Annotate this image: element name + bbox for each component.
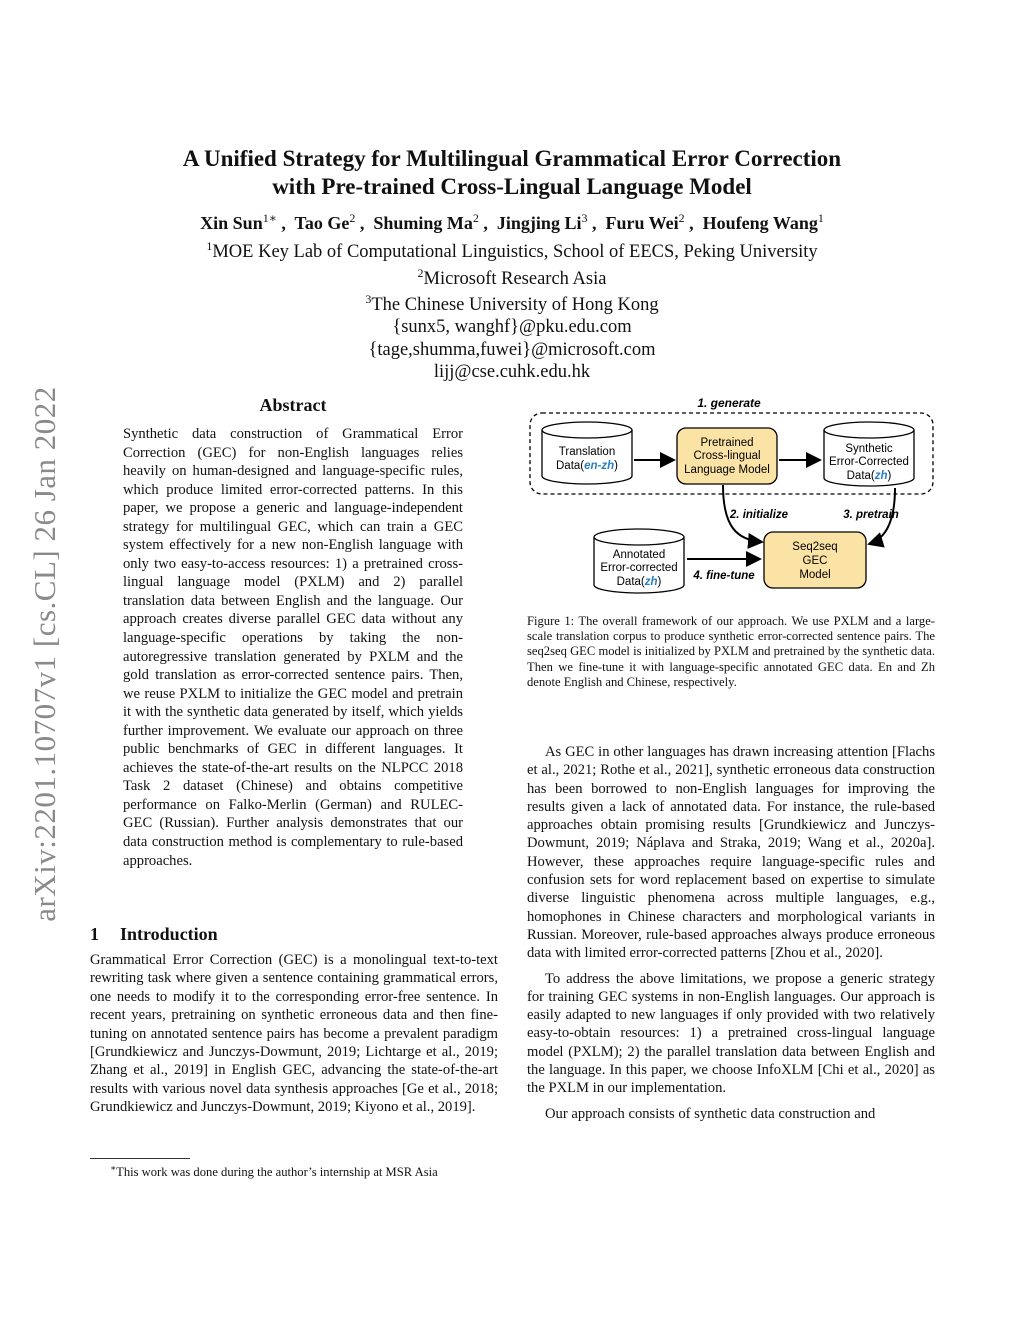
title-line-2: with Pre-trained Cross-Lingual Language Model <box>272 174 752 199</box>
abstract-heading: Abstract <box>259 395 327 415</box>
svg-text:Data(en-zh) <box>556 460 618 472</box>
paper-title <box>100 145 924 201</box>
affiliation: $^2$Microsoft Research Asia <box>417 265 607 289</box>
introduction-body <box>90 951 498 1117</box>
body-paragraph: As GEC in other languages has drawn increasing attention [Flachs et al., 2021; Rothe et al., 2021], synthetic erroneous data construction has been borrowed to non-English languages for improving the results given a lack of annotated data. For instance, the rule-based approaches obtain promising results [Grundkiewicz and Junczys-Dowmunt, 2019; Náplava and Straka, 2019; Wang et al., 2020a]. However, these approaches require language-specific rules and confusion sets for word replacement based on expertise to simulate diverse linguistic phenomena across multiple languages, e.g., homophones in Chinese characters and morphological variants in Russian. Moreover, rule-based approaches always produce erroneous data with limited error-corrected patterns [Zhou et al., 2020]. <box>527 744 935 962</box>
affiliation: $^3$The Chinese University of Hong Kong <box>365 292 659 316</box>
email-line: lijj@cse.cuhk.edu.hk <box>433 361 591 382</box>
annotated-lang: zh <box>644 576 658 588</box>
pxlm-label-1: Pretrained <box>700 437 754 449</box>
synthetic-data-cylinder <box>824 422 914 486</box>
figure-1-caption: Figure 1: The overall framework of our approach. We use PXLM and a large-scale translation corpus to produce synthetic error-corrected sentence pairs. The seq2seq GEC model is initialized by PXLM and pretrained by the synthetic data. Then we fine-tune it with language-specific annotated GEC data. En and Zh denote English and Chinese, respectively. <box>527 614 935 689</box>
section-title: Introduction <box>120 924 218 944</box>
title-line-1: A Unified Strategy for Multilingual Grammatical Error Correction <box>182 146 842 171</box>
translation-label-2: Data( <box>556 460 585 472</box>
footnote-rule <box>90 1158 190 1159</box>
seq-label-1: Seq2seq <box>792 541 838 553</box>
generate-label: 1. generate <box>697 396 761 410</box>
abstract-body <box>123 425 463 870</box>
seq2seq-gec-box <box>764 532 866 588</box>
right-column-body <box>527 743 935 1130</box>
abstract-text: Synthetic data construction of Grammatical Error Correction (GEC) for non-English languages relies heavily on human-designed and language-specific rules, which produce limited error-corrected patterns. In this paper, we propose a generic and language-independent strategy for multilingual GEC, which can train a GEC system effectively for a new non-English language with only two easy-to-access resources: 1) a pretrained cross-lingual language model (PXLM) and 2) parallel translation data between English and the language. Our approach creates diverse parallel GEC data without any language-specific operations by taking the non-autoregressive translation generated by PXLM and the gold translation as error-corrected sentence pairs. Then, we reuse PXLM to initialize the GEC model and pretrain it with the synthetic data generated by itself, which yields further improvement. We evaluate our approach on three public benchmarks of GEC in different languages. It achieves the state-of-the-art results on the NLPCC 2018 Task 2 dataset (Chinese) and obtains competitive performance on Falko-Merlin (German) and RULEC-GEC (Russian). Further analysis demonstrates that our data construction method is complementary to rule-based approaches. <box>123 426 463 869</box>
synthetic-close-paren: ) <box>887 470 892 482</box>
email-line: {tage,shumma,fuwei}@microsoft.com <box>368 339 656 360</box>
svg-text:Data(zh) <box>847 470 892 482</box>
annotated-label-2: Error-corrected <box>600 562 678 574</box>
arxiv-identifier-stamp <box>28 363 62 945</box>
finetune-label: 4. fine-tune <box>693 570 755 582</box>
pxlm-label-2: Cross-lingual <box>693 450 761 462</box>
email-line: {sunx5, wanghf}@pku.edu.com <box>392 316 632 337</box>
synthetic-lang: zh <box>874 470 888 482</box>
affiliations <box>100 236 924 382</box>
author: Shuming Ma$^2$ <box>373 211 479 233</box>
translation-data-cylinder <box>542 422 632 484</box>
annotated-label-1: Annotated <box>612 549 666 561</box>
figure-1-framework-diagram <box>527 392 937 600</box>
svg-text:Data(zh) <box>617 576 662 588</box>
author-list: Xin Sun$^{1∗}$ , Tao Ge$^2$ , Shuming Ma$^2$ , Jingjing Li$^3$ , Furu Wei$^2$ , Houfeng Wang$^1$ <box>200 211 824 233</box>
synthetic-label-1: Synthetic <box>845 443 893 455</box>
footnote-text: This work was done during the author’s internship at MSR Asia <box>116 1165 438 1180</box>
section-heading <box>90 924 500 945</box>
synthetic-label-2: Error-Corrected <box>829 456 909 468</box>
author: Furu Wei$^2$ <box>605 211 685 233</box>
affiliation: $^1$MOE Key Lab of Computational Linguistics, School of EECS, Peking University <box>206 239 818 263</box>
seq-label-2: GEC <box>802 555 828 567</box>
author: Houfeng Wang$^1$ <box>702 211 824 233</box>
author: Xin Sun$^{1∗}$ <box>200 211 277 233</box>
annotated-label-3: Data( <box>616 576 645 588</box>
pretrain-label: 3. pretrain <box>843 509 899 521</box>
translation-lang: en-zh <box>584 460 615 472</box>
author: Tao Ge$^2$ <box>294 211 356 233</box>
body-paragraph: Our approach consists of synthetic data construction and <box>545 1105 876 1122</box>
footnote <box>90 1161 500 1180</box>
annotated-data-cylinder <box>594 529 684 593</box>
intro-paragraph: Grammatical Error Correction (GEC) is a monolingual text-to-text rewriting task where given a sentence containing grammatical errors, one needs to modify it to the corresponding error-free sentence. In recent years, pretraining on synthetic erroneous data and then fine-tuning on annotated sentence pairs has become a prevalent paradigm [Grundkiewicz and Junczys-Dowmunt, 2019; Lichtarge et al., 2019; Zhang et al., 2019] in English GEC, advancing the state-of-the-art results with various novel data synthesis approaches [Ge et al., 2018; Grundkiewicz and Junczys-Dowmunt, 2019; Kiyono et al., 2019]. <box>90 952 498 1116</box>
pxlm-box <box>677 428 777 484</box>
initialize-label: 2. initialize <box>729 509 789 521</box>
seq-label-3: Model <box>799 569 831 581</box>
author: Jingjing Li$^3$ <box>496 211 588 233</box>
arxiv-id-text: arXiv:2201.10707v1 [cs.CL] 26 Jan 2022 <box>27 386 62 922</box>
annotated-close-paren: ) <box>657 576 662 588</box>
pxlm-label-3: Language Model <box>684 464 770 476</box>
section-number: 1 <box>90 924 99 944</box>
synthetic-label-3: Data( <box>846 470 875 482</box>
translation-label-1: Translation <box>558 446 616 458</box>
footnote-mark: ∗ <box>110 1163 117 1173</box>
body-paragraph: To address the above limitations, we propose a generic strategy for training GEC systems in non-English languages. Our approach is easily adapted to new languages if only provided with two relatively easy-to-obtain resources: 1) a pretrained cross-lingual language model (PXLM); 2) the parallel translation data between English and the language. In this paper, we choose InfoXLM [Chi et al., 2020] as the PXLM in our implementation. <box>527 970 935 1097</box>
translation-close-paren: ) <box>614 460 618 472</box>
